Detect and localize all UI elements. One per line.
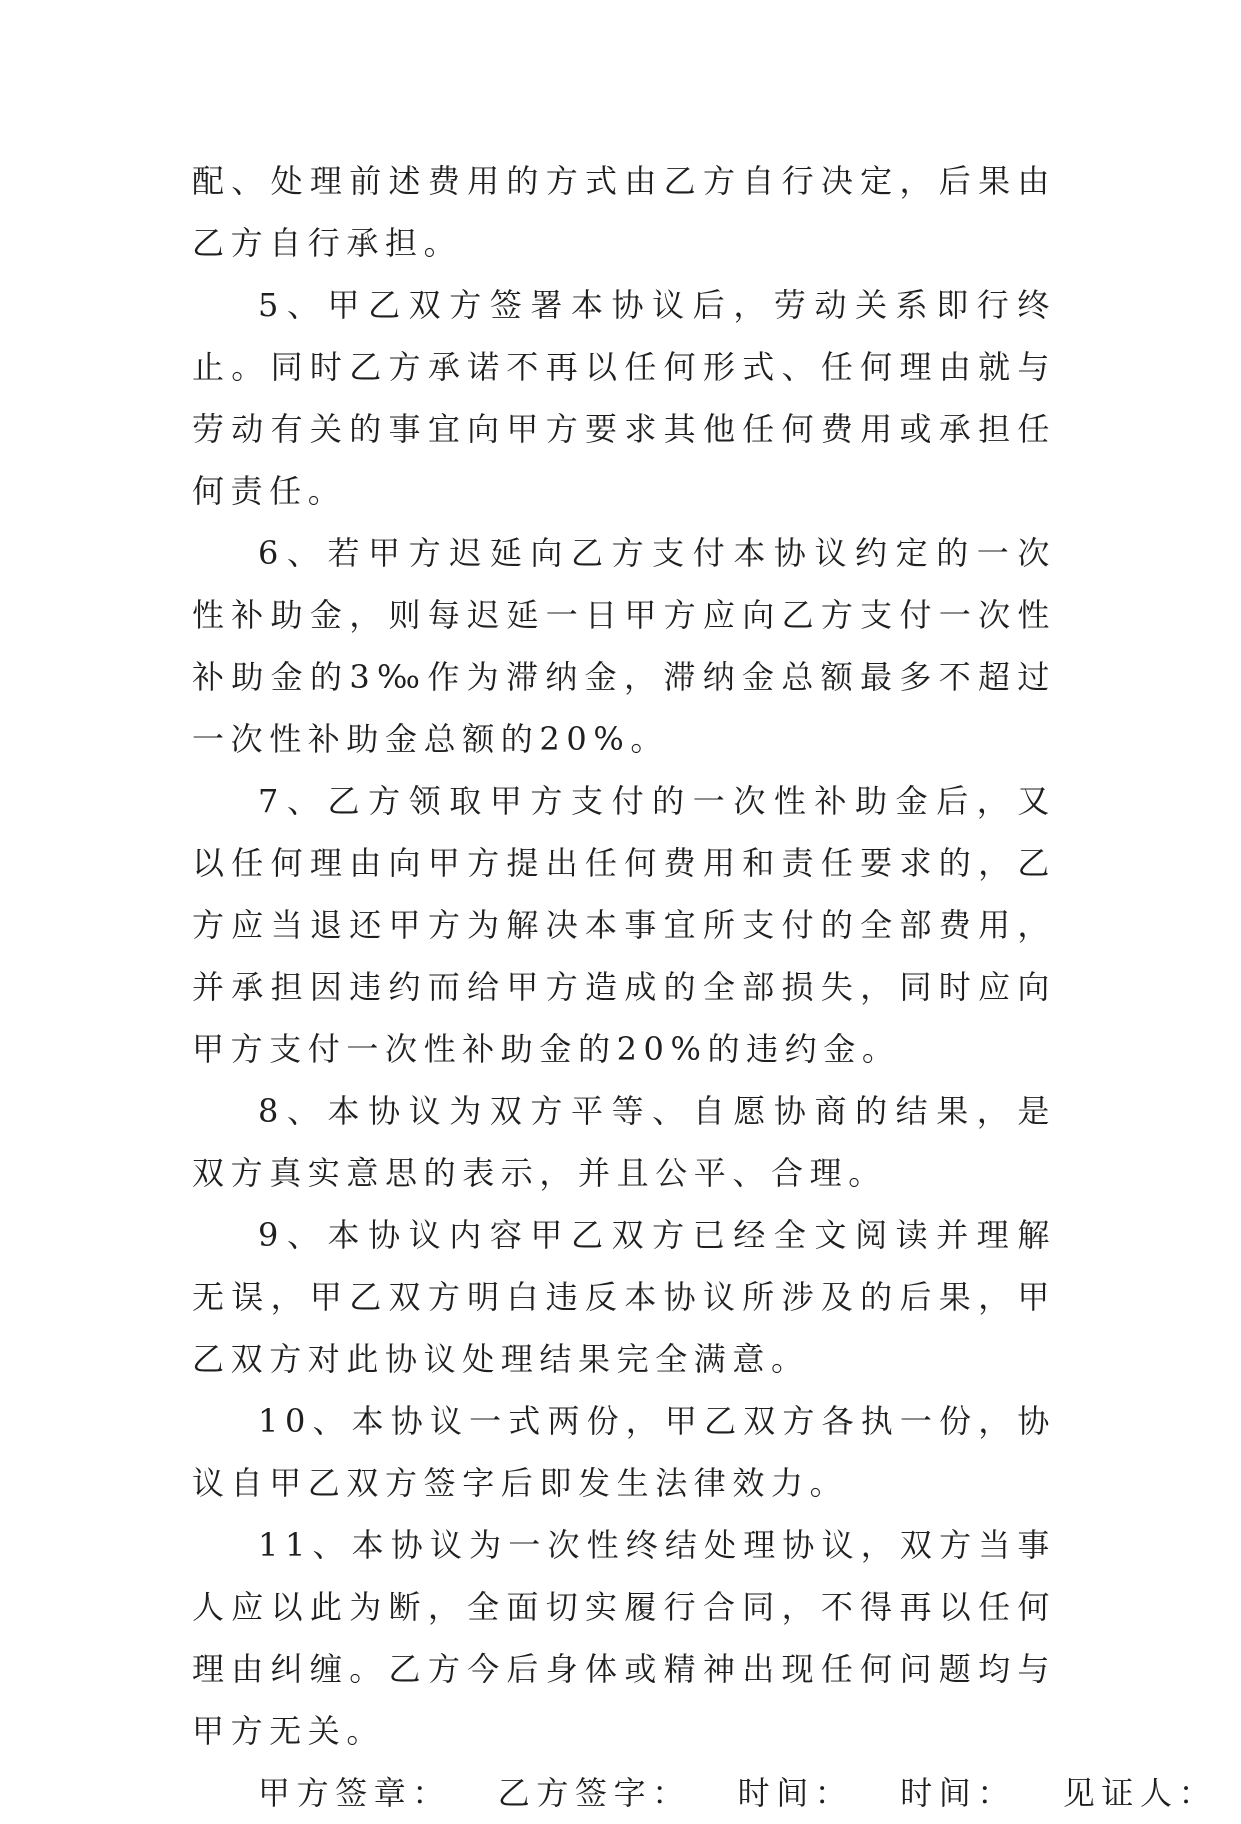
- signature-line: [192, 1762, 1218, 1824]
- party-a-seal-label: 甲方签章：: [258, 1774, 452, 1812]
- time-label-1: 时间：: [737, 1774, 854, 1812]
- time-label-2: 时间：: [900, 1774, 1016, 1812]
- clause-7: 7、乙方领取甲方支付的一次性补助金后，又以任何理由向甲方提出任何费用和责任要求的，乙方应当退还甲方为解决本事宜所支付的全部费用，并承担因违约而给甲方造成的全部损失，同时应向甲方支付一次性补助金的20%的违约金。: [192, 782, 1056, 1068]
- clause-10: 10、本协议一式两份，甲乙双方各执一份，协议自甲乙双方签字后即发生法律效力。: [192, 1402, 1056, 1502]
- paragraph-continuation: 配、处理前述费用的方式由乙方自行决定，后果由乙方自行承担。: [192, 162, 1056, 262]
- clause-11: 11、本协议为一次性终结处理协议，双方当事人应以此为断，全面切实履行合同，不得再以任何理由纠缠。乙方今后身体或精神出现任何问题均与甲方无关。: [192, 1526, 1056, 1750]
- document-page: [192, 150, 1218, 1824]
- clause-6: 6、若甲方迟延向乙方支付本协议约定的一次性补助金，则每迟延一日甲方应向乙方支付一次性补助金的3‰作为滞纳金，滞纳金总额最多不超过一次性补助金总额的20%。: [192, 534, 1056, 758]
- witness-label: 见证人：: [1062, 1774, 1218, 1812]
- party-b-signature-label: 乙方签字：: [497, 1774, 691, 1812]
- clause-5: 5、甲乙双方签署本协议后，劳动关系即行终止。同时乙方承诺不再以任何形式、任何理由就与劳动有关的事宜向甲方要求其他任何费用或承担任何责任。: [192, 286, 1056, 510]
- clause-9: 9、本协议内容甲乙双方已经全文阅读并理解无误，甲乙双方明白违反本协议所涉及的后果，甲乙双方对此协议处理结果完全满意。: [192, 1216, 1056, 1378]
- clause-8: 8、本协议为双方平等、自愿协商的结果，是双方真实意思的表示，并且公平、合理。: [192, 1092, 1056, 1192]
